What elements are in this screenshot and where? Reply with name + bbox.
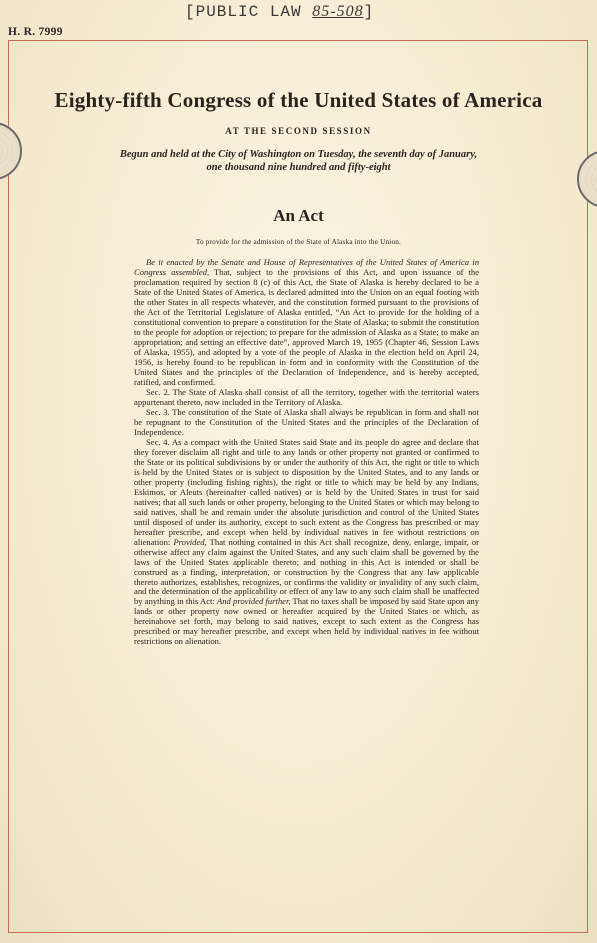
act-purpose: To provide for the admission of the State of Alaska into the Union.	[195, 238, 402, 246]
section-4-text-c: That no taxes shall be imposed by said State upon any lands or other property now owned or hereafter acquired by the United States or which, as hereinabove set forth, may belong to said natives, except to such extent as the Congress has prescribed or may hereafter prescribe, and except when held by individual natives in fee without restrictions on alienation.	[134, 596, 479, 647]
act-title: An Act	[273, 206, 324, 225]
enacting-clause: Be it enacted by the Senate and House of Representatives of the United States of America in Congress assembled,	[134, 257, 479, 277]
section-2-text: Sec. 2. The State of Alaska shall consist of all the territory, together with the territorial waters appurtenant thereto, now included in the Territory of Alaska.	[134, 386, 479, 407]
public-law-stamp	[185, 3, 374, 21]
public-law-number: 85-508	[312, 3, 364, 20]
act-body	[134, 257, 479, 646]
congress-heading: Eighty-fifth Congress of the United States of America	[54, 88, 543, 112]
stamp-close: ]	[363, 3, 375, 21]
session-line: AT THE SECOND SESSION	[225, 126, 372, 136]
section-1-text: That, subject to the provisions of this Act, and upon issuance of the proclamation required by section 8 (c) of this Act, the State of Alaska is hereby declared to be a State of the United States of America, is declared admitted into the Union on an equal footing with the other States in all respects whatever, and the constitution formed pursuant to the provisions of the Act of the Territorial Legislature of Alaska entitled, “An Act to provide for the holding of a constitutional convention to prepare a constitution for the State of Alaska; to submit the constitution to the people for adoption or rejection; to prepare for the admission of Alaska as a State; to make an appropriation; and setting an effective date”, approved March 19, 1955 (Chapter 46, Session Laws of Alaska, 1955), and adopted by a vote of the people of Alaska in the election held on April 24, 1956, is hereby found to be republican in form and in conformity with the Constitution of the United States and the principles of the Declaration of Independence, and is hereby accepted, ratified, and confirmed.	[134, 266, 480, 387]
bill-number: H. R. 7999	[8, 26, 63, 38]
section-1-paragraph	[134, 257, 479, 387]
section-3-text: Sec. 3. The constitution of the State of Alaska shall always be republican in form and shall not be repugnant to the Constitution of the United States and the principles of the Declaration of Independence.	[134, 406, 479, 437]
stamp-label: [PUBLIC LAW	[185, 3, 302, 21]
section-4-paragraph	[134, 437, 479, 647]
section-4-text-a: Sec. 4. As a compact with the United States said State and its people do agree and declare that they forever disclaim all right and title to any lands or other property not granted or confirmed to the State or its political subdivisions by or under the authority of this Act, the right or title to which is held by the United States or is subject to disposition by the United States, and to any lands or other property (including fishing rights), the right or title to which may be held by any Indians, Eskimos, or Aleuts (hereinafter called natives) or is held by the United States in trust for said natives; that all such lands or other property, belonging to the United States or which may belong to said natives, shall be and remain under the absolute jurisdiction and control of the United States until disposed of under its authority, except to such extent as the Congress has prescribed or may hereafter prescribe, and except when held by individual natives in fee without restrictions on alienation:	[134, 436, 479, 547]
section-3-paragraph	[134, 407, 479, 437]
section-2-paragraph	[134, 387, 479, 407]
convening-statement	[0, 148, 597, 174]
proviso-1: Provided,	[173, 536, 207, 547]
section-4-text-b: That nothing contained in this Act shall recognize, deny, enlarge, impair, or otherwise affect any claim against the United States, and any such claim shall be governed by the laws of the United States applicable thereto; and nothing in this Act is intended or shall be construed as a finding, interpretation, or construction by the Congress that any law applicable thereto authorizes, establishes, recognizes, or confirms the validity or invalidity of any such claim, and the determination of the applicability or effect of any law to any such claim shall be unaffected by anything in this Act:	[134, 536, 479, 607]
convening-line-1: Begun and held at the City of Washington on Tuesday, the seventh day of January,	[119, 149, 478, 160]
convening-line-2: one thousand nine hundred and fifty-eight	[206, 162, 391, 173]
proviso-2: And provided further,	[217, 596, 291, 607]
